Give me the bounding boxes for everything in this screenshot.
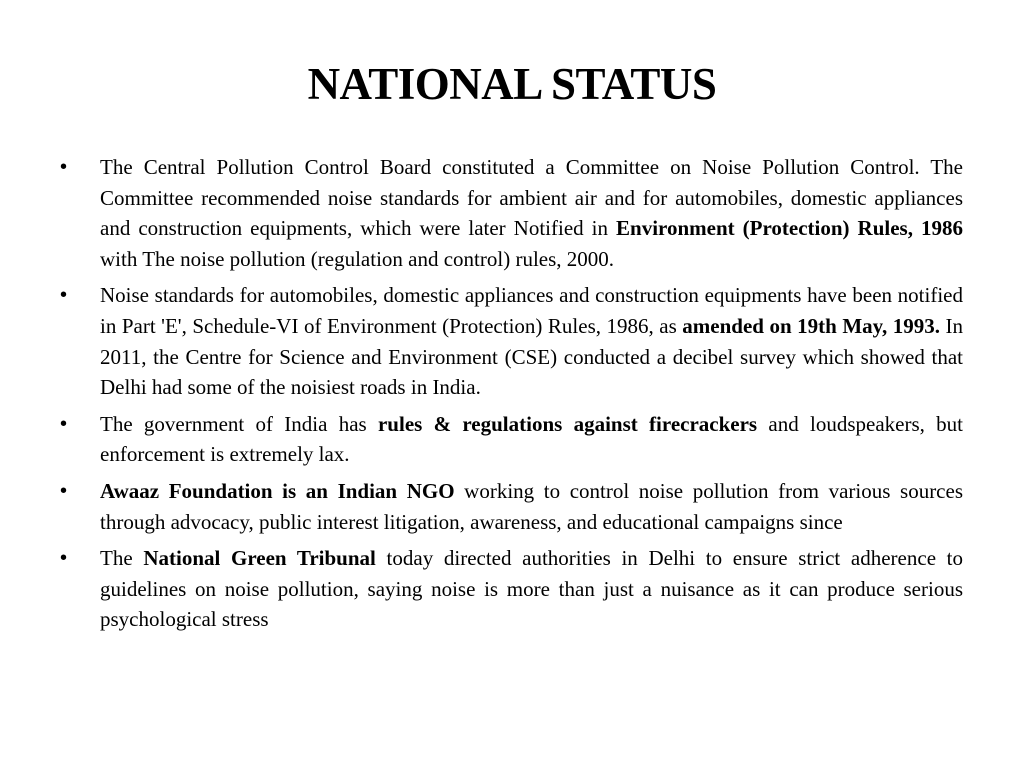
bullet-text: and loudspeakers, but enforcement is extremely lax.: [100, 411, 963, 467]
bullet-icon: •: [60, 156, 68, 178]
bullet-item-noise-standards: [60, 280, 963, 402]
bullet-icon: •: [60, 547, 68, 570]
bullet-item-cpcb-committee: [60, 152, 963, 274]
bullet-icon: •: [60, 284, 68, 307]
bullet-text: The government of India has: [100, 411, 378, 436]
slide-title: NATIONAL STATUS: [307, 59, 717, 109]
bullet-icon: •: [60, 412, 68, 435]
bullet-text: with The noise pollution (regulation and control) rules, 2000.: [100, 246, 615, 271]
bullet-text: The Central Pollution Control Board constituted a Committee on Noise Pollution Control. The Committee recommended noise standards for ambient air and for automobiles, domestic appliances and construction equipments, which were later Notified in: [100, 155, 963, 241]
bullet-item-firecrackers: [60, 409, 963, 470]
bullet-bold-text: rules & regulations against firecrackers: [377, 411, 758, 436]
bullet-text: working to control noise pollution from various sources through advocacy, public interest litigation, awareness, and educational campaigns since: [100, 478, 963, 534]
bullet-bold-text: Environment (Protection) Rules, 1986: [616, 216, 963, 241]
bullet-bold-text: National Green Tribunal: [143, 546, 376, 571]
bullet-text: The: [100, 546, 144, 571]
bullet-text: In 2011, the Centre for Science and Environment (CSE) conducted a decibel survey which showed that Delhi had some of the noisiest roads in India.: [100, 313, 963, 400]
bullet-list: [60, 152, 963, 641]
bullet-bold-text: Awaaz Foundation is an Indian NGO: [100, 478, 455, 503]
bullet-icon: •: [60, 479, 68, 502]
bullet-text: Noise standards for automobiles, domestic appliances and construction equipments have been notified in Part 'E', Schedule-VI of Environment (Protection) Rules, 1986, as: [100, 283, 963, 338]
bullet-item-awaaz-foundation: [60, 476, 963, 537]
bullet-item-green-tribunal: [60, 543, 963, 635]
bullet-text: today directed authorities in Delhi to ensure strict adherence to guidelines on noise pollution, saying noise is more than just a nuisance as it can produce serious psychological stress: [100, 546, 964, 632]
bullet-bold-text: amended on 19th May, 1993.: [682, 313, 940, 338]
